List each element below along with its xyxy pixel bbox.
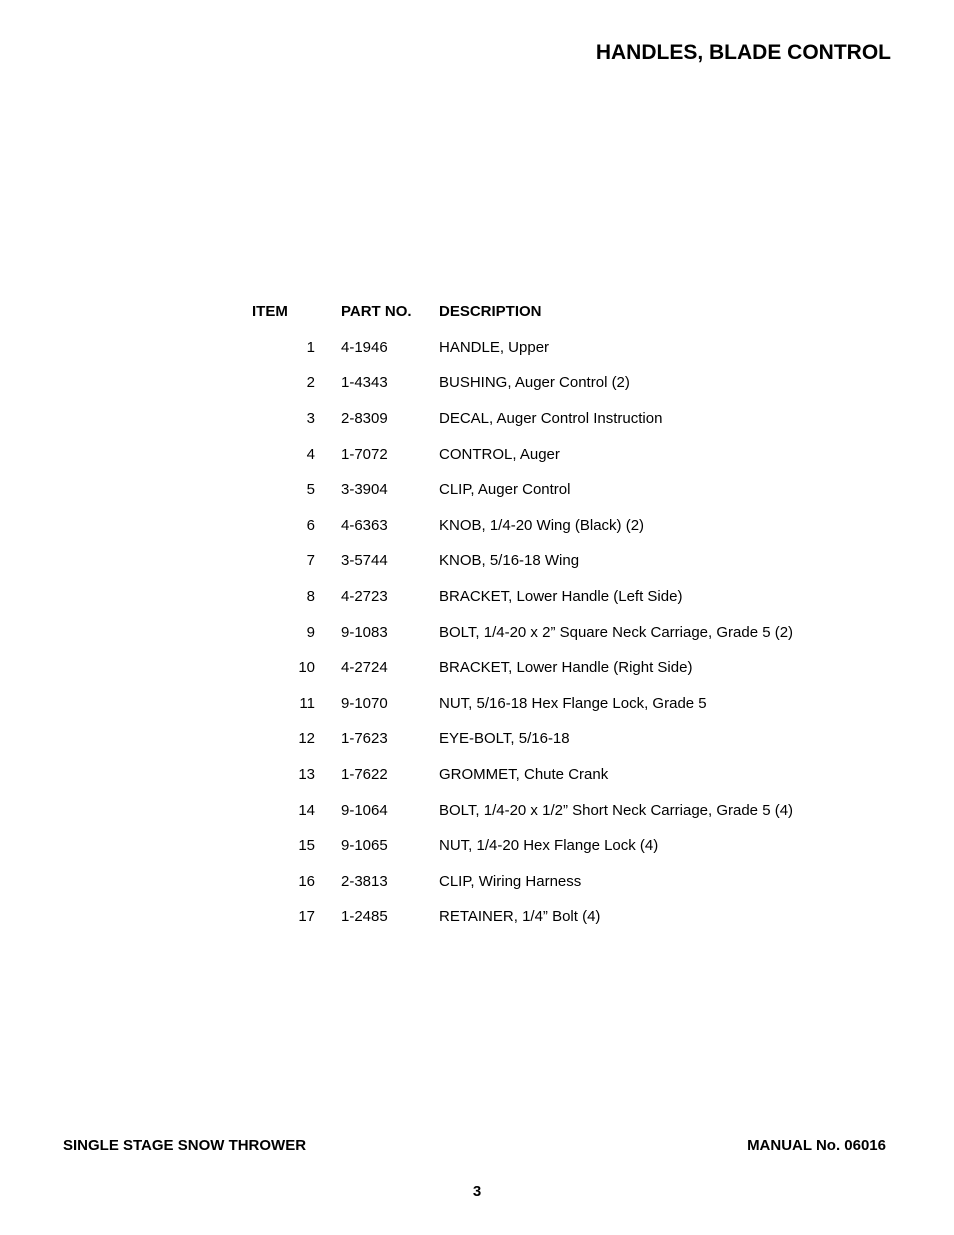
table-row <box>248 330 859 366</box>
row-part-number: 1-7622 <box>341 766 388 784</box>
table-row <box>248 792 859 828</box>
row-description: BOLT, 1/4-20 x 2” Square Neck Carriage, Grade 5 (2) <box>439 623 794 641</box>
row-item-number: 3 <box>306 410 315 428</box>
footer-product-name: SINGLE STAGE SNOW THROWER <box>63 1137 307 1154</box>
row-part-number: 3-3904 <box>341 481 388 499</box>
row-item-number: 15 <box>298 837 315 855</box>
row-part-number: 1-7623 <box>341 730 388 748</box>
row-part-number: 9-1065 <box>341 837 388 855</box>
table-row <box>248 721 859 757</box>
row-description: KNOB, 5/16-18 Wing <box>439 552 580 570</box>
row-description: CONTROL, Auger <box>439 445 560 463</box>
table-row <box>248 614 859 650</box>
column-header-item: ITEM <box>252 303 288 321</box>
table-row <box>248 543 859 579</box>
row-item-number: 14 <box>298 801 315 819</box>
row-item-number: 16 <box>298 872 315 890</box>
row-description: HANDLE, Upper <box>439 338 550 356</box>
table-row <box>248 508 859 544</box>
footer-manual-number: MANUAL No. 06016 <box>747 1137 886 1154</box>
row-description: RETAINER, 1/4” Bolt (4) <box>439 908 601 926</box>
row-item-number: 17 <box>298 908 315 926</box>
table-row <box>248 579 859 615</box>
column-header-part-no: PART NO. <box>341 303 412 321</box>
table-row <box>248 650 859 686</box>
row-part-number: 9-1064 <box>341 801 388 819</box>
row-description: DECAL, Auger Control Instruction <box>439 410 663 428</box>
row-item-number: 8 <box>306 588 315 606</box>
row-part-number: 2-3813 <box>341 872 388 890</box>
row-description: NUT, 1/4-20 Hex Flange Lock (4) <box>439 837 659 855</box>
row-description: KNOB, 1/4-20 Wing (Black) (2) <box>439 516 645 534</box>
table-row <box>248 899 859 935</box>
row-part-number: 9-1070 <box>341 694 388 712</box>
table-row <box>248 472 859 508</box>
row-part-number: 9-1083 <box>341 623 388 641</box>
row-description: CLIP, Wiring Harness <box>439 872 582 890</box>
row-part-number: 1-7072 <box>341 445 388 463</box>
row-part-number: 1-2485 <box>341 908 388 926</box>
row-part-number: 1-4343 <box>341 374 388 392</box>
table-row <box>248 365 859 401</box>
row-item-number: 1 <box>306 338 315 356</box>
row-description: NUT, 5/16-18 Hex Flange Lock, Grade 5 <box>439 694 707 712</box>
row-description: BOLT, 1/4-20 x 1/2” Short Neck Carriage, Grade 5 (4) <box>439 801 794 819</box>
row-item-number: 12 <box>298 730 315 748</box>
table-row <box>248 828 859 864</box>
row-item-number: 10 <box>298 659 315 677</box>
row-part-number: 3-5744 <box>341 552 388 570</box>
row-part-number: 4-2724 <box>341 659 388 677</box>
table-row <box>248 864 859 900</box>
table-header-row <box>248 294 859 330</box>
row-item-number: 2 <box>306 374 315 392</box>
row-item-number: 11 <box>299 694 315 712</box>
table-row <box>248 401 859 437</box>
table-row <box>248 686 859 722</box>
parts-table-body <box>248 330 859 935</box>
row-description: GROMMET, Chute Crank <box>439 766 609 784</box>
parts-table <box>248 294 859 935</box>
row-part-number: 4-1946 <box>341 338 388 356</box>
column-header-description: DESCRIPTION <box>439 303 542 321</box>
row-description: BRACKET, Lower Handle (Right Side) <box>439 659 693 677</box>
row-part-number: 4-2723 <box>341 588 388 606</box>
row-item-number: 5 <box>306 481 315 499</box>
table-row <box>248 757 859 793</box>
table-row <box>248 436 859 472</box>
page-number: 3 <box>472 1183 482 1200</box>
row-item-number: 9 <box>306 623 315 641</box>
row-item-number: 7 <box>306 552 315 570</box>
row-item-number: 13 <box>298 766 315 784</box>
row-description: CLIP, Auger Control <box>439 481 571 499</box>
row-item-number: 4 <box>306 445 315 463</box>
row-description: BUSHING, Auger Control (2) <box>439 374 630 392</box>
row-part-number: 4-6363 <box>341 516 388 534</box>
row-part-number: 2-8309 <box>341 410 388 428</box>
row-item-number: 6 <box>306 516 315 534</box>
row-description: BRACKET, Lower Handle (Left Side) <box>439 588 683 606</box>
row-description: EYE-BOLT, 5/16-18 <box>439 730 570 748</box>
page-title: HANDLES, BLADE CONTROL <box>595 41 891 64</box>
